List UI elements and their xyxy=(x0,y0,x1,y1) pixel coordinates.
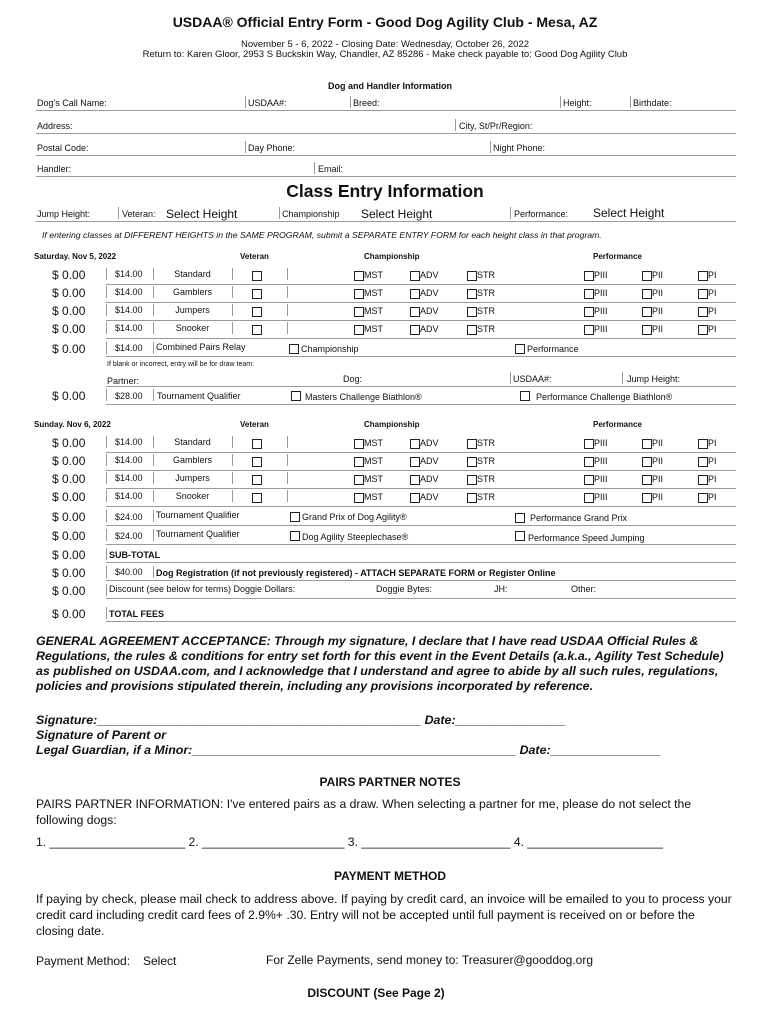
birthdate-field[interactable]: Birthdate: xyxy=(633,98,672,108)
performance-height-select[interactable]: Select Height xyxy=(593,206,665,220)
championship-col-header: Championship xyxy=(364,252,420,261)
sun-row-mst-label: MST xyxy=(364,456,383,466)
doggie-bytes-field[interactable]: Doggie Bytes: xyxy=(376,584,433,594)
sat-row-price: $14.00 xyxy=(115,269,143,279)
address-field[interactable]: Address: xyxy=(37,121,73,131)
subtotal-label: SUB-TOTAL xyxy=(109,550,161,560)
masters-biathlon-label: Masters Challenge Biathlon® xyxy=(305,392,422,402)
sat-row-price: $14.00 xyxy=(115,323,143,333)
sat-row-str-label: STR xyxy=(477,306,495,316)
return-address: Return to: Karen Gloor, 2953 S Buckskin Way, Chandler, AZ 85286 - Make check payable to: Good Dog Agility Club xyxy=(142,49,628,60)
sat-row-mst-label: MST xyxy=(364,324,383,334)
sat-row-str-label: STR xyxy=(477,324,495,334)
sun-row-piii-label: PIII xyxy=(594,438,608,448)
sun-row-str-label: STR xyxy=(477,456,495,466)
sun-row-pii-label: PII xyxy=(652,456,664,466)
sat-row-pi-checkbox[interactable] xyxy=(698,289,708,299)
breed-field[interactable]: Breed: xyxy=(353,98,380,108)
sat-row-pi-checkbox[interactable] xyxy=(698,307,708,317)
performance-grand-prix-checkbox[interactable] xyxy=(515,513,525,523)
sun-tq2-price: $24.00 xyxy=(115,531,143,541)
sat-row-str-checkbox[interactable] xyxy=(467,289,477,299)
discount-fee: $ 0.00 xyxy=(52,584,86,598)
sat-row-piii-checkbox[interactable] xyxy=(584,289,594,299)
sun-championship-col-header: Championship xyxy=(364,420,420,429)
sun-row-pi-checkbox[interactable] xyxy=(698,457,708,467)
sat-row-str-label: STR xyxy=(477,270,495,280)
total-fee: $ 0.00 xyxy=(52,607,86,621)
sat-row-adv-checkbox[interactable] xyxy=(410,307,420,317)
night-phone-field[interactable]: Night Phone: xyxy=(493,143,546,153)
steeplechase-checkbox[interactable] xyxy=(290,531,300,541)
pairs-performance-label: Performance xyxy=(527,344,579,354)
sun-row-mst-checkbox[interactable] xyxy=(354,457,364,467)
sun-row-pi-checkbox[interactable] xyxy=(698,493,708,503)
sun-row-pi-label: PI xyxy=(708,438,717,448)
partner-field[interactable]: Partner: xyxy=(107,376,140,386)
handler-field[interactable]: Handler: xyxy=(37,164,72,174)
sun-row-adv-checkbox[interactable] xyxy=(410,439,420,449)
sat-row-piii-checkbox[interactable] xyxy=(584,271,594,281)
sun-row-fee: $ 0.00 xyxy=(52,490,86,504)
height-field[interactable]: Height: xyxy=(563,98,592,108)
sat-row-pi-label: PI xyxy=(708,306,717,316)
sun-row-str-checkbox[interactable] xyxy=(467,493,477,503)
sun-row-piii-checkbox[interactable] xyxy=(584,493,594,503)
event-dates: November 5 - 6, 2022 - Closing Date: Wednesday, October 26, 2022 xyxy=(241,39,529,50)
sat-row-str-checkbox[interactable] xyxy=(467,271,477,281)
veteran-height-select[interactable]: Select Height xyxy=(166,207,238,221)
class-entry-heading: Class Entry Information xyxy=(286,181,484,201)
speed-jumping-checkbox[interactable] xyxy=(515,531,525,541)
sat-row-adv-checkbox[interactable] xyxy=(410,271,420,281)
sun-row-mst-checkbox[interactable] xyxy=(354,475,364,485)
parent-signature-label: Signature of Parent or xyxy=(36,728,167,742)
sat-row-pii-checkbox[interactable] xyxy=(642,271,652,281)
height-class-note: If entering classes at DIFFERENT HEIGHTS in the SAME PROGRAM, submit a SEPARATE ENTRY FORM for each height class in that program. xyxy=(42,230,602,240)
performance-col-header: Performance xyxy=(593,252,642,261)
championship-height-select[interactable]: Select Height xyxy=(361,207,433,221)
sun-row-pii-label: PII xyxy=(652,492,664,502)
call-name-field[interactable]: Dog's Call Name: xyxy=(37,98,107,108)
sat-tq-fee: $ 0.00 xyxy=(52,389,86,403)
sat-row-pii-label: PII xyxy=(652,270,664,280)
sun-row-piii-checkbox[interactable] xyxy=(584,439,594,449)
sun-tq1-price: $24.00 xyxy=(115,512,143,522)
sun-row-price: $14.00 xyxy=(115,437,143,447)
sun-row-pi-checkbox[interactable] xyxy=(698,475,708,485)
sat-row-mst-checkbox[interactable] xyxy=(354,271,364,281)
registration-label: Dog Registration (if not previously registered) - ATTACH SEPARATE FORM or Register Online xyxy=(156,568,556,578)
partner-usdaa-field[interactable]: USDAA#: xyxy=(513,374,552,384)
sun-row-adv-checkbox[interactable] xyxy=(410,493,420,503)
pairs-championship-checkbox[interactable] xyxy=(289,344,299,354)
sat-row-veteran-checkbox[interactable] xyxy=(252,325,262,335)
jh-field[interactable]: JH: xyxy=(494,584,508,594)
sun-row-pi-label: PI xyxy=(708,492,717,502)
sat-row-pi-label: PI xyxy=(708,288,717,298)
sat-row-class-name: Snooker xyxy=(175,323,210,333)
subtotal-fee: $ 0.00 xyxy=(52,548,86,562)
sat-row-pi-label: PI xyxy=(708,270,717,280)
sun-veteran-col-header: Veteran xyxy=(240,420,269,429)
sun-row-adv-label: ADV xyxy=(420,438,439,448)
sat-row-mst-label: MST xyxy=(364,270,383,280)
sat-row-piii-checkbox[interactable] xyxy=(584,325,594,335)
saturday-heading: Saturday. Nov 5, 2022 xyxy=(34,252,117,261)
sat-row-class-name: Jumpers xyxy=(175,305,210,315)
sun-row-pi-checkbox[interactable] xyxy=(698,439,708,449)
sat-row-veteran-checkbox[interactable] xyxy=(252,289,262,299)
payment-method-heading: PAYMENT METHOD xyxy=(333,869,446,883)
pairs-notes-heading: PAIRS PARTNER NOTES xyxy=(319,775,461,789)
sun-row-str-label: STR xyxy=(477,438,495,448)
form-title: USDAA® Official Entry Form - Good Dog Agility Club - Mesa, AZ xyxy=(172,14,598,30)
registration-price: $40.00 xyxy=(115,567,143,577)
sat-row-adv-label: ADV xyxy=(420,270,439,280)
sat-row-mst-label: MST xyxy=(364,288,383,298)
sat-row-adv-checkbox[interactable] xyxy=(410,325,420,335)
pairs-class: Combined Pairs Relay xyxy=(156,342,246,352)
pairs-fee: $ 0.00 xyxy=(52,342,86,356)
payment-method-label: Payment Method: xyxy=(36,954,131,968)
payment-instructions: If paying by check, please mail check to address above. If paying by credit card, an invoice will be emailed to you to process your credit card including credit card fees of 2.9%+ .30. Entry will not be accepted until full payment is received on or before the closing date. xyxy=(36,892,732,938)
sun-row-veteran-checkbox[interactable] xyxy=(252,439,262,449)
sat-row-adv-label: ADV xyxy=(420,306,439,316)
sat-row-pii-label: PII xyxy=(652,306,664,316)
city-field[interactable]: City, St/Pr/Region: xyxy=(459,121,533,131)
grand-prix-label: Grand Prix of Dog Agility® xyxy=(302,512,407,522)
day-phone-field[interactable]: Day Phone: xyxy=(248,143,296,153)
partner-jump-height-field[interactable]: Jump Height: xyxy=(627,374,681,384)
sun-row-veteran-checkbox[interactable] xyxy=(252,457,262,467)
registration-fee: $ 0.00 xyxy=(52,566,86,580)
total-fees-label: TOTAL FEES xyxy=(109,609,165,619)
performance-biathlon-label: Performance Challenge Biathlon® xyxy=(536,392,673,402)
sat-row-fee: $ 0.00 xyxy=(52,286,86,300)
sat-row-piii-label: PIII xyxy=(594,288,608,298)
sun-row-class-name: Snooker xyxy=(175,491,210,501)
pairs-notes-text: PAIRS PARTNER INFORMATION: I've entered pairs as a draw. When selecting a partner for me, please do not select the following dogs: xyxy=(36,797,692,827)
sun-tq1-fee: $ 0.00 xyxy=(52,510,86,524)
dog-handler-heading: Dog and Handler Information xyxy=(327,81,452,91)
other-discount-field[interactable]: Other: xyxy=(571,584,597,594)
sat-row-veteran-checkbox[interactable] xyxy=(252,307,262,317)
sat-row-pi-checkbox[interactable] xyxy=(698,325,708,335)
sun-row-mst-label: MST xyxy=(364,438,383,448)
sat-row-pii-checkbox[interactable] xyxy=(642,289,652,299)
signature-line[interactable]: Signature:_______________________________________________ Date:________________ xyxy=(36,713,566,727)
sun-row-str-label: STR xyxy=(477,474,495,484)
sun-row-str-checkbox[interactable] xyxy=(467,457,477,467)
sun-row-pii-checkbox[interactable] xyxy=(642,493,652,503)
sun-row-adv-checkbox[interactable] xyxy=(410,475,420,485)
sat-row-str-label: STR xyxy=(477,288,495,298)
performance-biathlon-checkbox[interactable] xyxy=(520,391,530,401)
discount-heading: DISCOUNT (See Page 2) xyxy=(307,986,445,1000)
sun-row-mst-label: MST xyxy=(364,492,383,502)
general-agreement: GENERAL AGREEMENT ACCEPTANCE: Through my signature, I declare that I have read USDAA Official Rules & Regulations, the rules & conditions for entry set forth for this event in the Event Details (a.k.a., Agility Test Schedule) as published on USDAA.com, and I acknowledge that I understand and agree to abide by all such rules, regulations, policies and provisions stipulated therein, including any provisions incorporated by reference. xyxy=(36,634,724,693)
sat-row-piii-label: PIII xyxy=(594,270,608,280)
sat-row-price: $14.00 xyxy=(115,287,143,297)
sun-row-mst-checkbox[interactable] xyxy=(354,439,364,449)
performance-height-label: Performance: xyxy=(514,209,569,219)
performance-grand-prix-label: Performance Grand Prix xyxy=(530,513,628,523)
sat-row-pi-label: PI xyxy=(708,324,717,334)
sun-row-adv-label: ADV xyxy=(420,474,439,484)
sun-tq2-fee: $ 0.00 xyxy=(52,529,86,543)
sat-row-fee: $ 0.00 xyxy=(52,322,86,336)
sat-row-pi-checkbox[interactable] xyxy=(698,271,708,281)
sun-row-fee: $ 0.00 xyxy=(52,436,86,450)
sat-row-fee: $ 0.00 xyxy=(52,268,86,282)
sat-row-adv-label: ADV xyxy=(420,324,439,334)
sun-row-pi-label: PI xyxy=(708,474,717,484)
zelle-instructions: For Zelle Payments, send money to: Treasurer@gooddog.org xyxy=(266,953,594,967)
payment-method-select[interactable]: Select xyxy=(143,954,177,968)
sun-tq1-class: Tournament Qualifier xyxy=(156,510,240,520)
sun-row-mst-checkbox[interactable] xyxy=(354,493,364,503)
sat-row-veteran-checkbox[interactable] xyxy=(252,271,262,281)
sun-row-veteran-checkbox[interactable] xyxy=(252,475,262,485)
steeplechase-label: Dog Agility Steeplechase® xyxy=(302,532,409,542)
sun-row-piii-label: PIII xyxy=(594,474,608,484)
doggie-dollars-field[interactable]: Discount (see below for terms) Doggie Dollars: xyxy=(109,584,296,594)
sun-performance-col-header: Performance xyxy=(593,420,642,429)
sat-row-fee: $ 0.00 xyxy=(52,304,86,318)
sun-row-fee: $ 0.00 xyxy=(52,472,86,486)
championship-height-label: Championship xyxy=(282,209,340,219)
sun-row-pii-label: PII xyxy=(652,474,664,484)
sun-row-adv-label: ADV xyxy=(420,492,439,502)
sun-row-str-checkbox[interactable] xyxy=(467,475,477,485)
sun-row-fee: $ 0.00 xyxy=(52,454,86,468)
excluded-dogs-blanks[interactable]: 1. ____________________ 2. _____________________ 3. ______________________ 4. ____________________ xyxy=(36,835,663,849)
sat-row-pii-label: PII xyxy=(652,324,664,334)
sun-row-pi-label: PI xyxy=(708,456,717,466)
sat-row-adv-checkbox[interactable] xyxy=(410,289,420,299)
sun-row-price: $14.00 xyxy=(115,455,143,465)
sun-row-pii-label: PII xyxy=(652,438,664,448)
sun-row-class-name: Standard xyxy=(174,437,211,447)
sun-row-price: $14.00 xyxy=(115,473,143,483)
sat-row-str-checkbox[interactable] xyxy=(467,325,477,335)
sun-row-str-checkbox[interactable] xyxy=(467,439,477,449)
sun-row-veteran-checkbox[interactable] xyxy=(252,493,262,503)
sat-row-pii-label: PII xyxy=(652,288,664,298)
grand-prix-checkbox[interactable] xyxy=(290,512,300,522)
sun-row-class-name: Gamblers xyxy=(172,455,212,465)
sat-row-class-name: Gamblers xyxy=(172,287,212,297)
sat-row-pii-checkbox[interactable] xyxy=(642,325,652,335)
sun-row-piii-label: PIII xyxy=(594,456,608,466)
sun-row-pii-checkbox[interactable] xyxy=(642,439,652,449)
sat-row-piii-label: PIII xyxy=(594,324,608,334)
pairs-performance-checkbox[interactable] xyxy=(515,344,525,354)
speed-jumping-label: Performance Speed Jumping xyxy=(528,533,645,543)
email-field[interactable]: Email: xyxy=(318,164,344,174)
sun-row-pii-checkbox[interactable] xyxy=(642,457,652,467)
sat-row-mst-checkbox[interactable] xyxy=(354,307,364,317)
sun-row-adv-checkbox[interactable] xyxy=(410,457,420,467)
sun-row-piii-label: PIII xyxy=(594,492,608,502)
sat-row-mst-label: MST xyxy=(364,306,383,316)
sat-row-str-checkbox[interactable] xyxy=(467,307,477,317)
sat-row-class-name: Standard xyxy=(174,269,211,279)
jump-height-label: Jump Height: xyxy=(37,209,91,219)
veteran-height-label: Veteran: xyxy=(122,209,156,219)
pairs-price: $14.00 xyxy=(115,343,143,353)
draw-team-note: If blank or incorrect, entry will be for draw team: xyxy=(107,361,255,368)
guardian-signature-line[interactable]: Legal Guardian, if a Minor:_______________________________________________ Date:________________ xyxy=(36,743,661,757)
sun-tq2-class: Tournament Qualifier xyxy=(156,529,240,539)
pairs-championship-label: Championship xyxy=(301,344,359,354)
postal-code-field[interactable]: Postal Code: xyxy=(37,143,89,153)
sat-row-adv-label: ADV xyxy=(420,288,439,298)
sat-tq-class: Tournament Qualifier xyxy=(157,391,241,401)
partner-dog-field[interactable]: Dog: xyxy=(343,374,363,384)
sun-row-piii-checkbox[interactable] xyxy=(584,457,594,467)
veteran-col-header: Veteran xyxy=(240,252,269,261)
masters-biathlon-checkbox[interactable] xyxy=(291,391,301,401)
sat-tq-price: $28.00 xyxy=(115,391,143,401)
sat-row-price: $14.00 xyxy=(115,305,143,315)
sun-row-price: $14.00 xyxy=(115,491,143,501)
sun-row-pii-checkbox[interactable] xyxy=(642,475,652,485)
sun-row-piii-checkbox[interactable] xyxy=(584,475,594,485)
usdaa-number-field[interactable]: USDAA#: xyxy=(248,98,287,108)
sunday-heading: Sunday. Nov 6, 2022 xyxy=(34,420,111,429)
sun-row-mst-label: MST xyxy=(364,474,383,484)
sun-row-adv-label: ADV xyxy=(420,456,439,466)
sun-row-str-label: STR xyxy=(477,492,495,502)
sat-row-mst-checkbox[interactable] xyxy=(354,289,364,299)
sat-row-mst-checkbox[interactable] xyxy=(354,325,364,335)
sun-row-class-name: Jumpers xyxy=(175,473,210,483)
sat-row-piii-label: PIII xyxy=(594,306,608,316)
sat-row-pii-checkbox[interactable] xyxy=(642,307,652,317)
sat-row-piii-checkbox[interactable] xyxy=(584,307,594,317)
